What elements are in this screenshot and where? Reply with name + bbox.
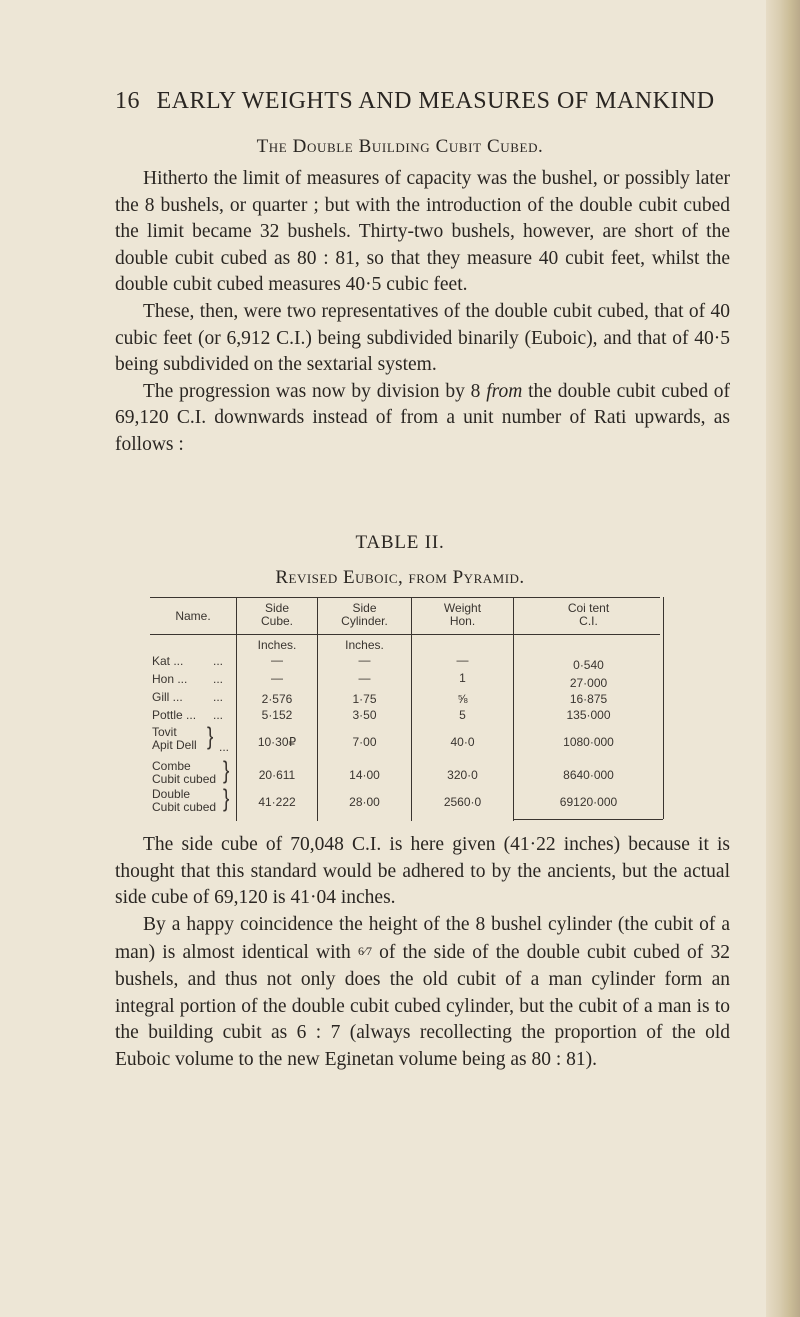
row-dots: ... [213, 672, 224, 686]
row-dots: ... [219, 740, 230, 754]
running-title: EARLY WEIGHTS AND MEASURES OF MANKIND [156, 88, 715, 114]
paragraph: These, then, were two representatives of the double cubit cubed, that of 40 cubic feet (or 6,912 C.I.) being subdivided binarily (Euboic), and that of 40·5 being subdivided on the sextarial system. [115, 300, 730, 376]
header-side-cube [237, 602, 317, 628]
header-line: Weight [443, 601, 482, 615]
cell-weight: 5 [459, 708, 466, 722]
cell-weight: 2560·0 [443, 795, 482, 809]
cell-weight: 320·0 [447, 768, 478, 782]
cell-side-cylinder: 1·75 [352, 692, 377, 706]
cell-side-cylinder: 28·00 [349, 795, 380, 809]
paragraph-text: By a happy coincidence the height of the 8 bushel cylinder (the cubit of a man) is almost identical with [115, 913, 730, 964]
row-name: Kat ... [152, 654, 184, 668]
paragraph: Hitherto the limit of measures of capacity was the bushel, or possibly later the 8 bushels, or quarter ; but with the introduction of the double cubit cubed the limit became 32 bushels. Thirty-two bushels, however, are short of the double cubit cubed as 80 : 81, so that they measure 40 cubit feet, whilst the double cubit cubed measures 40·5 cubic feet. [115, 168, 730, 296]
row-dots: ... [213, 690, 224, 704]
row-name-line: Double [152, 787, 191, 801]
cell-side-cube: 5·152 [261, 708, 293, 722]
brace-symbol: } [223, 757, 230, 785]
row-name [152, 726, 197, 752]
cell-side-cube: — [271, 671, 283, 685]
table-title: TABLE II. [355, 532, 445, 553]
data-table [145, 597, 665, 822]
header-line: Side [264, 601, 290, 615]
cell-content: 8640·000 [563, 768, 614, 782]
row-name: Hon ... [152, 672, 188, 686]
header-line: Coi tent [567, 601, 610, 615]
cell-side-cube: 20·611 [258, 768, 296, 782]
section-title: The Double Building Cubit Cubed. [256, 136, 544, 157]
cell-content: 135·000 [566, 708, 611, 722]
unit-label: Inches. [345, 638, 384, 652]
cell-side-cube: 41·222 [258, 795, 296, 809]
cell-weight: 1 [459, 671, 466, 685]
row-name-line: Combe [152, 759, 191, 773]
unit-label: Inches. [257, 638, 297, 652]
header-line: Side [352, 601, 377, 615]
cell-side-cylinder: — [358, 653, 371, 667]
cell-content: 16·875 [569, 692, 608, 706]
page-edge [766, 0, 800, 1317]
cell-side-cylinder: 7·00 [352, 735, 377, 749]
header-weight [412, 602, 513, 628]
paragraph [115, 379, 730, 459]
table-subtitle: Revised Euboic, from Pyramid. [275, 567, 525, 588]
cell-side-cube: 2·576 [261, 692, 293, 706]
cell-weight: ⅝ [457, 692, 468, 706]
row-dots: ... [213, 654, 224, 668]
running-header [115, 88, 755, 115]
cell-weight: — [456, 653, 469, 667]
cell-content: 1080·000 [563, 735, 614, 749]
row-name: Pottle ... [152, 708, 197, 722]
row-name-line: Cubit cubed [152, 800, 217, 814]
paragraph-text: of the side of the double cubit cubed of 32 bushels, and thus not only does the old cubit of a man cylinder form an integral portion of the double cubit cubed cylinder, but the cubit of a man is to the building cubit as 6 : 7 (always recollecting the proportion of the old Euboic volume to the new Eginetan volume being as 80 : 81). [115, 942, 730, 1070]
row-name [152, 760, 216, 786]
row-name: Gill ... [152, 690, 183, 704]
header-name: Name. [175, 609, 211, 623]
cell-side-cube: 10·30₽ [257, 735, 297, 749]
row-name-line: Cubit cubed [152, 772, 217, 786]
body-text-bottom [115, 832, 730, 1073]
table-column-divider [663, 597, 664, 819]
brace-symbol: } [207, 723, 214, 751]
row-name-line: Tovit [152, 725, 177, 739]
header-line: Cube. [260, 614, 294, 628]
brace-symbol: } [223, 785, 230, 813]
header-side-cylinder [318, 602, 411, 628]
row-name-line: Apit Dell [152, 738, 197, 752]
fraction: 6⁄7 [357, 944, 372, 959]
row-dots: ... [213, 708, 224, 722]
cell-weight: 40·0 [450, 735, 475, 749]
cell-side-cube: — [271, 653, 283, 667]
row-name [152, 788, 216, 814]
cell-side-cylinder: 3·50 [352, 708, 377, 722]
cell-content: 0·540 [573, 658, 604, 672]
cell-side-cylinder: — [358, 671, 371, 685]
cell-content: 69120·000 [559, 795, 618, 809]
table-rule-top [150, 597, 660, 598]
cell-side-cylinder: 14·00 [349, 768, 380, 782]
header-content [514, 602, 663, 628]
cell-content: 27·000 [569, 676, 608, 690]
paragraph-text: The progression was now by division by 8 [143, 380, 487, 402]
table-rule-bottom [513, 819, 663, 820]
header-line: Hon. [449, 614, 476, 628]
paragraph [115, 912, 730, 1074]
paragraph: The side cube of 70,048 C.I. is here given (41·22 inches) because it is thought that this standard would be adhered to by the ancients, but the actual side cube of 69,120 is 41·04 inches. [115, 834, 730, 909]
header-line: Cylinder. [341, 614, 388, 628]
page-number: 16 [115, 88, 140, 114]
emphasis-text: from [486, 380, 523, 402]
header-line: C.I. [579, 614, 598, 628]
table-rule-header [150, 634, 660, 635]
body-text-top [115, 166, 730, 459]
paragraph-text: the double cubit cubed of 69,120 C.I. downwards instead of from a unit number of Rati upwards, as follows : [115, 380, 730, 455]
